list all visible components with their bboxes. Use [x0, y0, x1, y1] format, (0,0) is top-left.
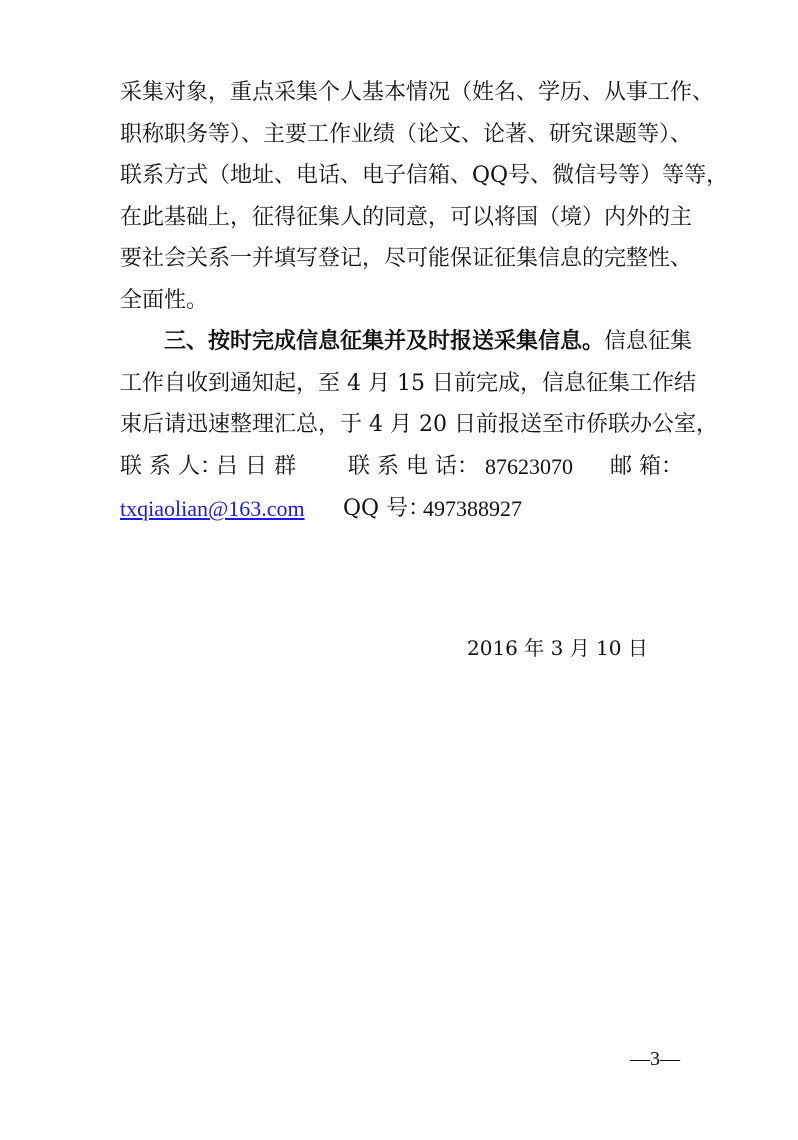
contact-phone-label: 联 系 电 话：: [348, 454, 479, 479]
paragraph-line: 联系方式（地址、电话、电子信箱、QQ号、微信号等）等等，: [120, 163, 729, 188]
paragraph-line: 采集对象，重点采集个人基本情况（姓名、学历、从事工作、: [120, 80, 715, 105]
qq-label: QQ 号：: [343, 496, 431, 521]
paragraph-line: 束后请迅速整理汇总，于 4 月 20 日前报送至市侨联办公室，: [120, 412, 718, 437]
qq-number: 497388927: [423, 496, 522, 521]
contact-person-name: 吕 日 群: [216, 454, 296, 479]
email-link[interactable]: txqiaolian@163.com: [120, 496, 305, 521]
page-number: —3—: [630, 1048, 680, 1070]
paragraph-line: 职称职务等）、主要工作业绩（论文、论著、研究课题等）、: [120, 122, 693, 147]
contact-email-label: 邮 箱：: [610, 454, 683, 479]
section-three-heading: 三、按时完成信息征集并及时报送采集信息。: [164, 329, 605, 354]
paragraph-line: 全面性。: [120, 288, 209, 313]
signature-date: 2016 年 3 月 10 日: [467, 636, 648, 660]
section-three-first-line: [164, 327, 693, 357]
paragraph-line: 在此基础上，征得征集人的同意，可以将国（境）内外的主: [120, 205, 693, 230]
contact-phone-number: 87623070: [485, 454, 573, 479]
contact-person-label: 联 系 人：: [120, 454, 222, 479]
paragraph-line: 要社会关系一并填写登记，尽可能保证征集信息的完整性、: [120, 246, 693, 271]
paragraph-line: 工作自收到通知起，至 4 月 15 日前完成，信息征集工作结: [120, 371, 696, 396]
section-three-text: 信息征集: [604, 329, 693, 354]
